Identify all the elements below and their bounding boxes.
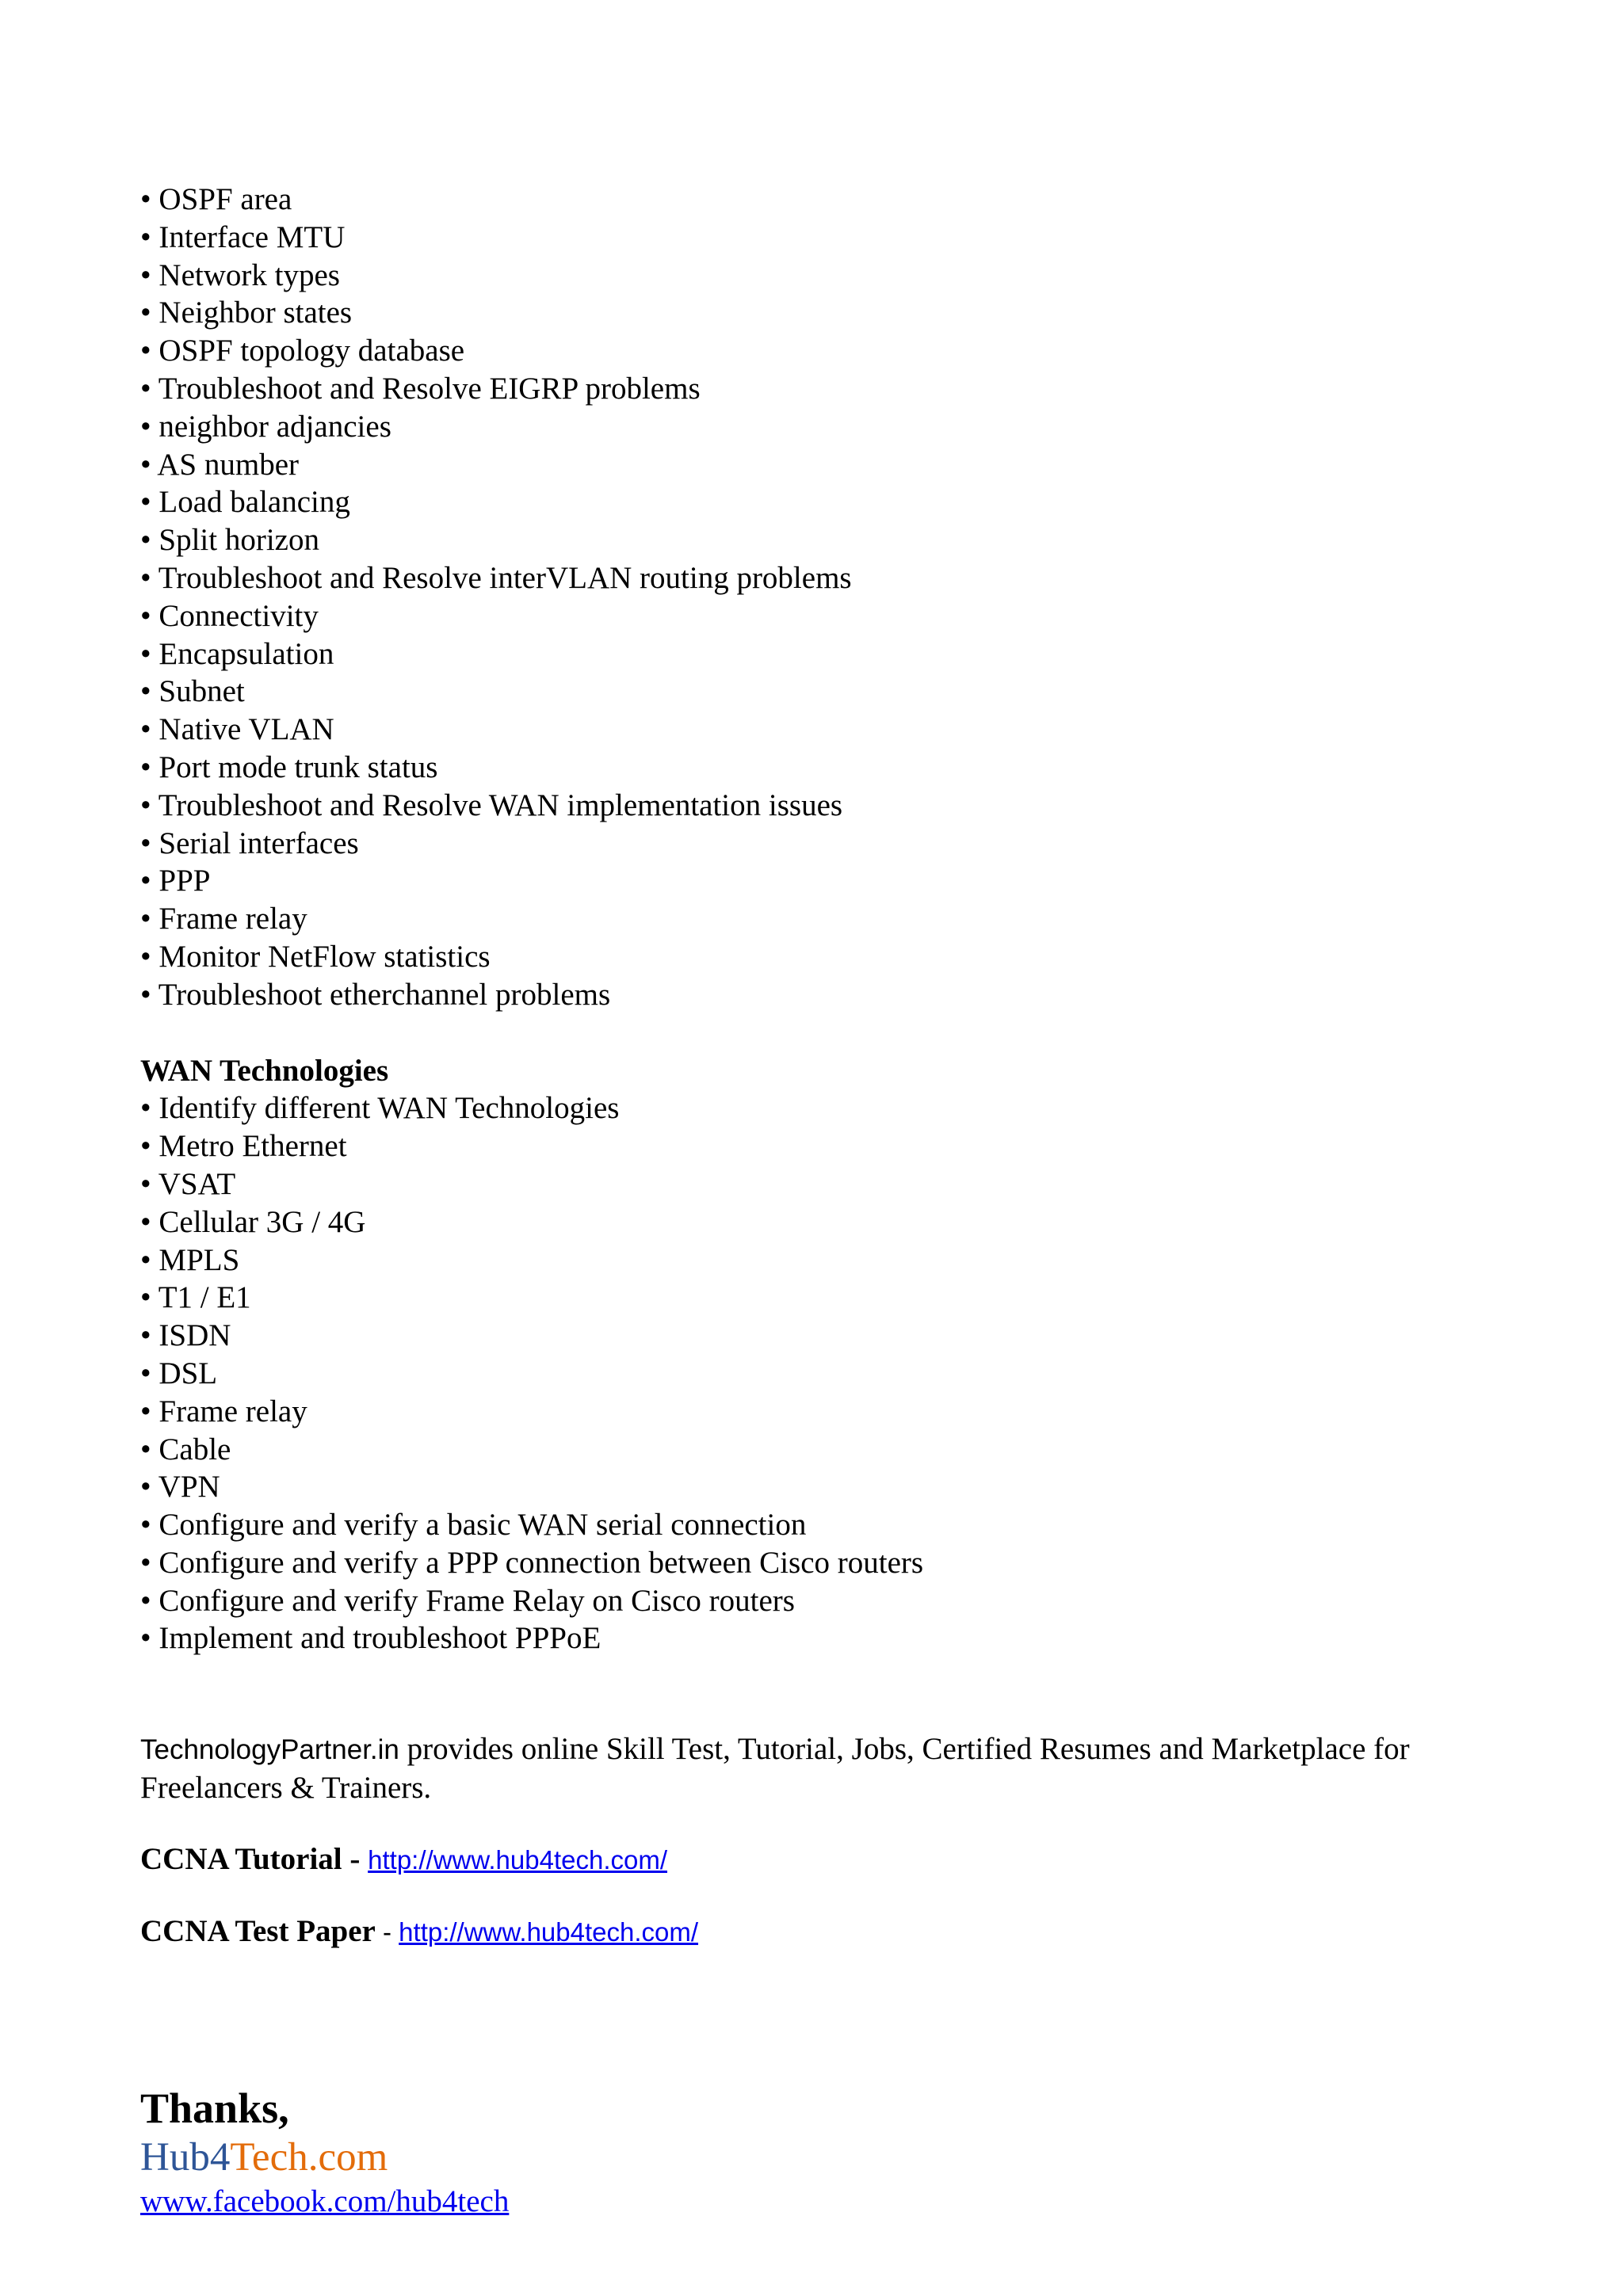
- wan-topic-list: [140, 1089, 1535, 1657]
- list-item: • Subnet: [140, 674, 245, 709]
- list-item: • neighbor adjancies: [140, 409, 391, 444]
- list-item: • Metro Ethernet: [140, 1129, 347, 1164]
- list-item: • Implement and troubleshoot PPPoE: [140, 1621, 601, 1656]
- ccna-tutorial-line: [140, 1840, 1535, 1879]
- list-item: • OSPF area: [140, 182, 292, 216]
- list-item: • Neighbor states: [140, 296, 353, 330]
- site-name-part1: Hub4: [140, 2135, 231, 2180]
- list-item: • MPLS: [140, 1242, 240, 1277]
- list-item: • Load balancing: [140, 485, 350, 520]
- facebook-line: [140, 2181, 1535, 2222]
- list-item: • PPP: [140, 864, 211, 898]
- list-item: • Identify different WAN Technologies: [140, 1091, 620, 1126]
- site-name-part2: Tech.com: [230, 2135, 388, 2180]
- list-item: • Configure and verify Frame Relay on Cisco routers: [140, 1583, 795, 1618]
- list-item: • Monitor NetFlow statistics: [140, 939, 491, 974]
- document-page: [140, 181, 1535, 2222]
- list-item: • VPN: [140, 1470, 220, 1505]
- ccna-tutorial-label: CCNA Tutorial -: [140, 1842, 369, 1877]
- list-item: • ISDN: [140, 1318, 231, 1353]
- list-item: • Native VLAN: [140, 712, 334, 747]
- list-item: • Connectivity: [140, 598, 319, 633]
- list-item: • Configure and verify a PPP connection between Cisco routers: [140, 1545, 924, 1580]
- list-item: • Troubleshoot and Resolve WAN implementation issues: [140, 788, 843, 822]
- list-item: • AS number: [140, 447, 299, 482]
- list-item: • Frame relay: [140, 902, 307, 936]
- ccna-test-paper-link[interactable]: http://www.hub4tech.com/: [399, 1917, 699, 1947]
- list-item: • Cellular 3G / 4G: [140, 1204, 366, 1239]
- list-item: • Troubleshoot etherchannel problems: [140, 977, 611, 1012]
- ccna-tutorial-link[interactable]: http://www.hub4tech.com/: [368, 1845, 667, 1875]
- topic-list: [140, 181, 1535, 1014]
- list-item: • Encapsulation: [140, 636, 334, 671]
- list-item: • Configure and verify a basic WAN serial connection: [140, 1508, 807, 1543]
- list-item: • Cable: [140, 1432, 231, 1466]
- ccna-test-paper-separator: -: [375, 1917, 399, 1947]
- list-item: • Troubleshoot and Resolve EIGRP problems: [140, 371, 701, 406]
- ccna-test-paper-line: [140, 1913, 1535, 1951]
- list-item: • OSPF topology database: [140, 334, 465, 368]
- list-item: • Serial interfaces: [140, 826, 359, 860]
- list-item: • Port mode trunk status: [140, 749, 438, 784]
- promo-text: provides online Skill Test, Tutorial, Jobs, Certified Resumes and Marketplace for Freelancers & Trainers.: [140, 1732, 1410, 1806]
- ccna-test-paper-label: CCNA Test Paper: [140, 1914, 376, 1949]
- facebook-link[interactable]: www.facebook.com/hub4tech: [140, 2184, 510, 2219]
- list-item: • T1 / E1: [140, 1280, 251, 1315]
- thanks-heading: Thanks,: [140, 2084, 289, 2133]
- list-item: • Troubleshoot and Resolve interVLAN routing problems: [140, 560, 852, 595]
- list-item: • Split horizon: [140, 523, 319, 558]
- wan-technologies-heading: WAN Technologies: [140, 1053, 389, 1088]
- list-item: • VSAT: [140, 1166, 236, 1201]
- list-item: • DSL: [140, 1356, 218, 1390]
- list-item: • Frame relay: [140, 1394, 307, 1428]
- list-item: • Network types: [140, 257, 340, 292]
- list-item: • Interface MTU: [140, 219, 346, 254]
- promo-brand: TechnologyPartner.in: [140, 1734, 399, 1766]
- promo-paragraph: [140, 1730, 1503, 1807]
- site-logo-text: [140, 2134, 1535, 2181]
